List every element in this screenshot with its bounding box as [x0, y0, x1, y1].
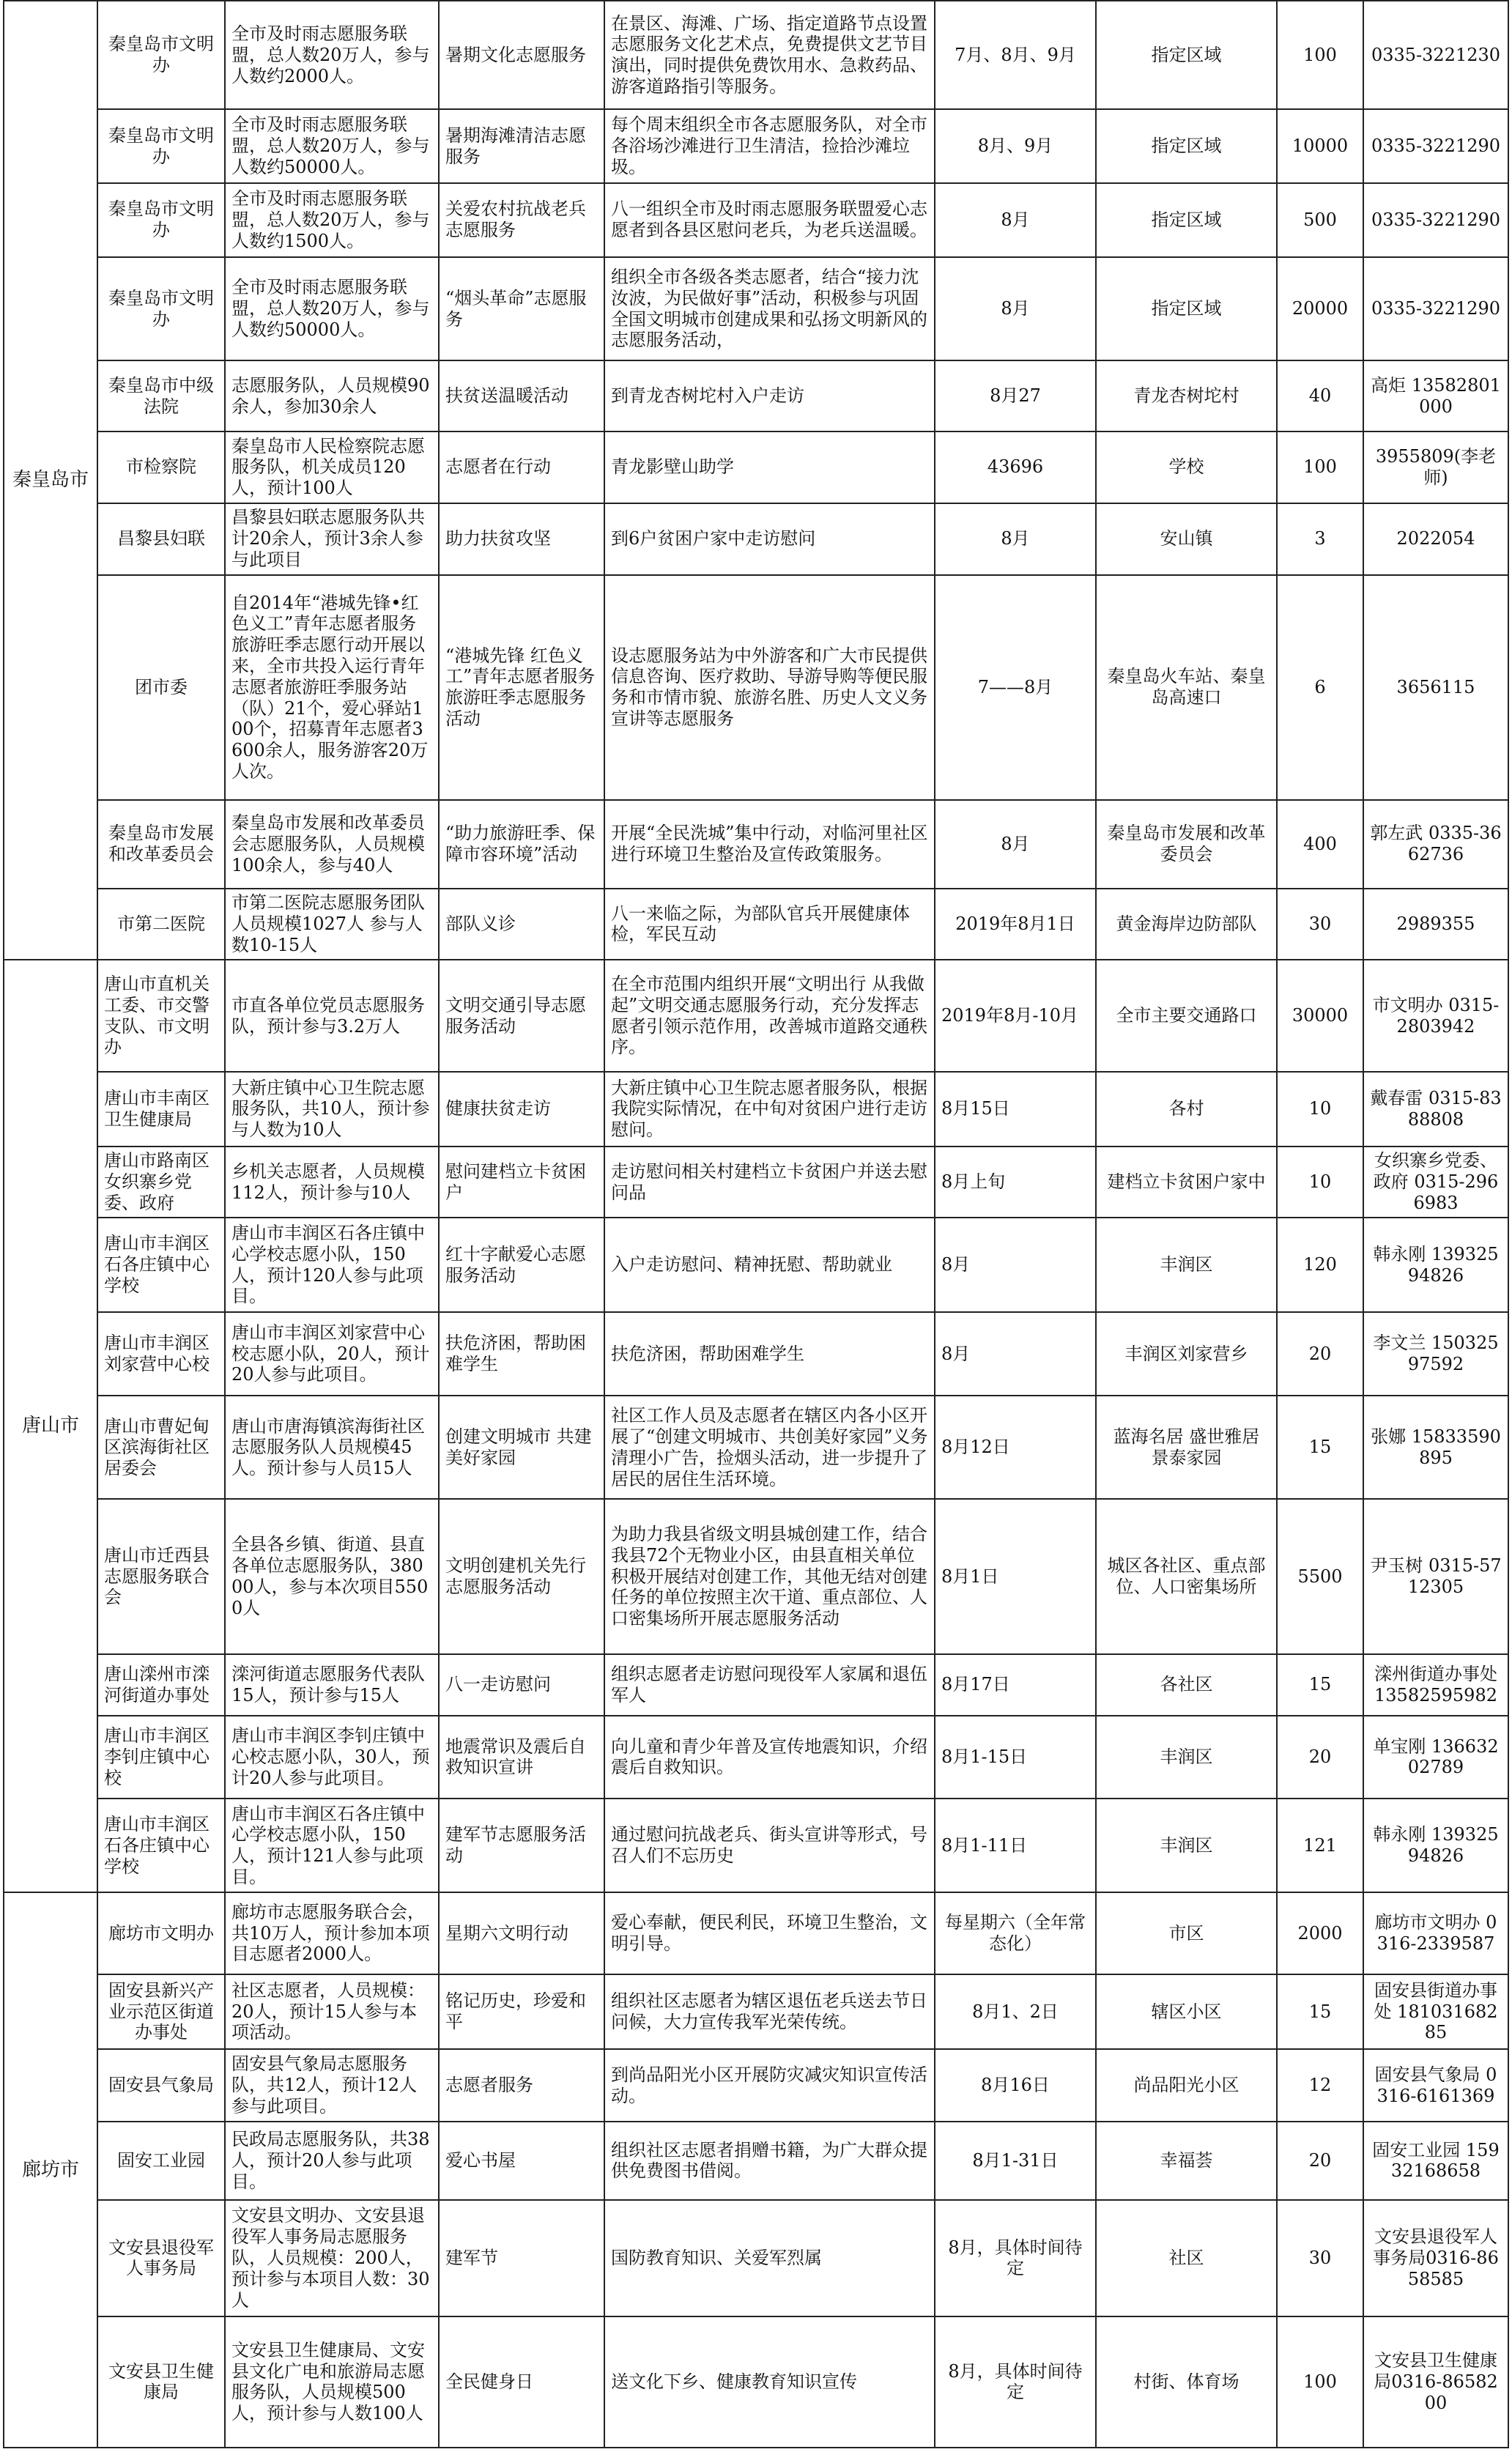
time-cell: 8月、9月 — [935, 109, 1096, 183]
content-cell: 开展“全民洗城”集中行动，对临河里社区进行环境卫生整治及宣传政策服务。 — [604, 800, 935, 889]
org-cell: 市检察院 — [97, 431, 225, 503]
time-cell: 8月1、2日 — [935, 1974, 1096, 2050]
place-cell: 丰润区 — [1096, 1716, 1277, 1799]
participants-cell: 30 — [1277, 2200, 1363, 2316]
content-cell: 入户走访慰问、精神抚慰、帮助就业 — [604, 1218, 935, 1311]
team-cell: 市直各单位党员志愿服务队，预计参与3.2万人 — [225, 960, 439, 1072]
time-cell: 8月，具体时间待定 — [935, 2200, 1096, 2316]
place-cell: 指定区域 — [1096, 257, 1277, 361]
org-cell: 唐山市路南区女织寨乡党委、政府 — [97, 1147, 225, 1218]
contact-cell: 文安县卫生健康局0316-8658200 — [1363, 2316, 1508, 2448]
content-cell: 为助力我县省级文明县城创建工作，结合我县72个无物业小区，由县直相关单位积极开展结对创建工作，其他无结对创建任务的单位按照主次干道、重点部位、人口密集场所开展志愿服务活动 — [604, 1499, 935, 1654]
place-cell: 青龙杏树坨村 — [1096, 360, 1277, 431]
content-cell: 组织志愿者走访慰问现役军人家属和退伍军人 — [604, 1654, 935, 1716]
contact-cell: 韩永刚 13932594826 — [1363, 1218, 1508, 1311]
place-cell: 指定区域 — [1096, 1, 1277, 109]
participants-cell: 40 — [1277, 360, 1363, 431]
table-row — [4, 1974, 1508, 2050]
project-cell: 慰问建档立卡贫困户 — [439, 1147, 604, 1218]
table-row — [4, 800, 1508, 889]
team-cell: 唐山市丰润区石各庄镇中心学校志愿小队，150人，预计120人参与此项目。 — [225, 1218, 439, 1311]
place-cell: 各社区 — [1096, 1654, 1277, 1716]
project-cell: 关爱农村抗战老兵志愿服务 — [439, 183, 604, 257]
participants-cell: 15 — [1277, 1396, 1363, 1499]
org-cell: 秦皇岛市文明办 — [97, 183, 225, 257]
team-cell: 唐山市唐海镇滨海街社区志愿服务队人员规模45人。预计参与人员15人 — [225, 1396, 439, 1499]
participants-cell: 15 — [1277, 1654, 1363, 1716]
content-cell: 大新庄镇中心卫生院志愿者服务队，根据我院实际情况，在中旬对贫困户进行走访慰问。 — [604, 1072, 935, 1147]
team-cell: 自2014年“港城先锋•红色义工”青年志愿者服务旅游旺季志愿行动开展以来，全市共投入运行青年志愿者旅游旺季服务站（队）21个，爱心驿站100个，招募青年志愿者3600余人，服务游客20万人次。 — [225, 575, 439, 800]
contact-cell: 滦州街道办事处13582595982 — [1363, 1654, 1508, 1716]
table-row — [4, 257, 1508, 361]
content-cell: 走访慰问相关村建档立卡贫困户并送去慰问品 — [604, 1147, 935, 1218]
participants-cell: 30 — [1277, 889, 1363, 960]
time-cell: 8月12日 — [935, 1396, 1096, 1499]
content-cell: 每个周末组织全市各志愿服务队，对全市各浴场沙滩进行卫生清洁，捡拾沙滩垃圾。 — [604, 109, 935, 183]
content-cell: 爱心奉献，便民利民，环境卫生整治，文明引导。 — [604, 1892, 935, 1974]
time-cell: 7月、8月、9月 — [935, 1, 1096, 109]
team-cell: 志愿服务队，人员规模90余人，参加30余人 — [225, 360, 439, 431]
participants-cell: 400 — [1277, 800, 1363, 889]
contact-cell: 3955809(李老师) — [1363, 431, 1508, 503]
contact-cell: 固安县气象局 0316-6161369 — [1363, 2049, 1508, 2122]
table-row — [4, 1654, 1508, 1716]
project-cell: 创建文明城市 共建美好家园 — [439, 1396, 604, 1499]
place-cell: 建档立卡贫困户家中 — [1096, 1147, 1277, 1218]
participants-cell: 2000 — [1277, 1892, 1363, 1974]
participants-cell: 5500 — [1277, 1499, 1363, 1654]
team-cell: 全县各乡镇、街道、县直各单位志愿服务队，38000人，参与本次项目5500人 — [225, 1499, 439, 1654]
time-cell: 8月16日 — [935, 2049, 1096, 2122]
org-cell: 秦皇岛市发展和改革委员会 — [97, 800, 225, 889]
org-cell: 昌黎县妇联 — [97, 503, 225, 575]
project-cell: 建军节 — [439, 2200, 604, 2316]
org-cell: 文安县退役军人事务局 — [97, 2200, 225, 2316]
table-row — [4, 575, 1508, 800]
team-cell: 唐山市丰润区李钊庄镇中心校志愿小队，30人，预计20人参与此项目。 — [225, 1716, 439, 1799]
time-cell: 2019年8月-10月 — [935, 960, 1096, 1072]
time-cell: 8月15日 — [935, 1072, 1096, 1147]
team-cell: 乡机关志愿者，人员规模112人，预计参与10人 — [225, 1147, 439, 1218]
org-cell: 唐山市迁西县志愿服务联合会 — [97, 1499, 225, 1654]
team-cell: 全市及时雨志愿服务联盟，总人数20万人，参与人数约50000人。 — [225, 109, 439, 183]
participants-cell: 120 — [1277, 1218, 1363, 1311]
place-cell: 城区各社区、重点部位、人口密集场所 — [1096, 1499, 1277, 1654]
team-cell: 滦河街道志愿服务代表队15人，预计参与15人 — [225, 1654, 439, 1716]
city-cell: 廊坊市 — [4, 1892, 97, 2448]
content-cell: 组织全市各级各类志愿者，结合“接力沈汝波，为民做好事”活动，积极参与巩固全国文明城市创建成果和弘扬文明新风的志愿服务活动， — [604, 257, 935, 361]
project-cell: 红十字献爱心志愿服务活动 — [439, 1218, 604, 1311]
contact-cell: 张娜 15833590895 — [1363, 1396, 1508, 1499]
participants-cell: 12 — [1277, 2049, 1363, 2122]
participants-cell: 100 — [1277, 2316, 1363, 2448]
table-row — [4, 1799, 1508, 1892]
place-cell: 丰润区刘家营乡 — [1096, 1312, 1277, 1396]
content-cell: 扶危济困，帮助困难学生 — [604, 1312, 935, 1396]
content-cell: 青龙影壁山助学 — [604, 431, 935, 503]
org-cell: 固安工业园 — [97, 2122, 225, 2200]
project-cell: 部队义诊 — [439, 889, 604, 960]
content-cell: 在景区、海滩、广场、指定道路节点设置志愿服务文化艺术点，免费提供文艺节目演出，同时提供免费饮用水、急救药品、游客道路指引等服务。 — [604, 1, 935, 109]
org-cell: 固安县气象局 — [97, 2049, 225, 2122]
time-cell: 8月 — [935, 800, 1096, 889]
participants-cell: 20 — [1277, 1312, 1363, 1396]
org-cell: 秦皇岛市中级法院 — [97, 360, 225, 431]
place-cell: 市区 — [1096, 1892, 1277, 1974]
time-cell: 每星期六（全年常态化） — [935, 1892, 1096, 1974]
participants-cell: 15 — [1277, 1974, 1363, 2050]
org-cell: 唐山市丰南区卫生健康局 — [97, 1072, 225, 1147]
participants-cell: 30000 — [1277, 960, 1363, 1072]
time-cell: 8月上旬 — [935, 1147, 1096, 1218]
team-cell: 文安县卫生健康局、文安县文化广电和旅游局志愿服务队，人员规模500人，预计参与人数100人 — [225, 2316, 439, 2448]
project-cell: 志愿者服务 — [439, 2049, 604, 2122]
project-cell: “烟头革命”志愿服务 — [439, 257, 604, 361]
participants-cell: 20000 — [1277, 257, 1363, 361]
place-cell: 安山镇 — [1096, 503, 1277, 575]
table-row — [4, 2200, 1508, 2316]
time-cell: 8月1-31日 — [935, 2122, 1096, 2200]
participants-cell: 10 — [1277, 1072, 1363, 1147]
table-row — [4, 431, 1508, 503]
content-cell: 在全市范围内组织开展“文明出行 从我做起”文明交通志愿服务行动，充分发挥志愿者引领示范作用，改善城市道路交通秩序。 — [604, 960, 935, 1072]
project-cell: 暑期海滩清洁志愿服务 — [439, 109, 604, 183]
table-row — [4, 889, 1508, 960]
content-cell: 社区工作人员及志愿者在辖区内各小区开展了“创建文明城市、共创美好家园”义务清理小广告，捡烟头活动，进一步提升了居民的居住生活环境。 — [604, 1396, 935, 1499]
table-row — [4, 1716, 1508, 1799]
org-cell: 唐山市丰润区刘家营中心校 — [97, 1312, 225, 1396]
contact-cell: 廊坊市文明办 0316-2339587 — [1363, 1892, 1508, 1974]
table-row — [4, 1147, 1508, 1218]
table-row — [4, 360, 1508, 431]
content-cell: 向儿童和青少年普及宣传地震知识，介绍震后自救知识。 — [604, 1716, 935, 1799]
content-cell: 八一来临之际，为部队官兵开展健康体检，军民互动 — [604, 889, 935, 960]
table-row — [4, 2316, 1508, 2448]
content-cell: 组织社区志愿者捐赠书籍，为广大群众提供免费图书借阅。 — [604, 2122, 935, 2200]
table-row — [4, 109, 1508, 183]
team-cell: 大新庄镇中心卫生院志愿服务队，共10人，预计参与人数为10人 — [225, 1072, 439, 1147]
place-cell: 辖区小区 — [1096, 1974, 1277, 2050]
org-cell: 固安县新兴产业示范区街道办事处 — [97, 1974, 225, 2050]
org-cell: 唐山市曹妃甸区滨海街社区居委会 — [97, 1396, 225, 1499]
table-row — [4, 1396, 1508, 1499]
table-row — [4, 1499, 1508, 1654]
content-cell: 送文化下乡、健康教育知识宣传 — [604, 2316, 935, 2448]
place-cell: 黄金海岸边防部队 — [1096, 889, 1277, 960]
contact-cell: 0335-3221230 — [1363, 1, 1508, 109]
contact-cell: 戴春雷 0315-8388808 — [1363, 1072, 1508, 1147]
org-cell: 团市委 — [97, 575, 225, 800]
place-cell: 各村 — [1096, 1072, 1277, 1147]
participants-cell: 121 — [1277, 1799, 1363, 1892]
time-cell: 8月27 — [935, 360, 1096, 431]
place-cell: 指定区域 — [1096, 183, 1277, 257]
city-cell: 唐山市 — [4, 960, 97, 1892]
project-cell: 全民健身日 — [439, 2316, 604, 2448]
time-cell: 8月1日 — [935, 1499, 1096, 1654]
org-cell: 文安县卫生健康局 — [97, 2316, 225, 2448]
table-row — [4, 1072, 1508, 1147]
org-cell: 唐山市直机关工委、市交警支队、市文明办 — [97, 960, 225, 1072]
content-cell: 到6户贫困户家中走访慰问 — [604, 503, 935, 575]
project-cell: 健康扶贫走访 — [439, 1072, 604, 1147]
table-row — [4, 1892, 1508, 1974]
content-cell: 通过慰问抗战老兵、街头宣讲等形式，号召人们不忘历史 — [604, 1799, 935, 1892]
table-row — [4, 1, 1508, 109]
place-cell: 秦皇岛火车站、秦皇岛高速口 — [1096, 575, 1277, 800]
contact-cell: 固安县街道办事处 18103168285 — [1363, 1974, 1508, 2050]
org-cell: 秦皇岛市文明办 — [97, 257, 225, 361]
project-cell: 文明交通引导志愿服务活动 — [439, 960, 604, 1072]
place-cell: 指定区域 — [1096, 109, 1277, 183]
time-cell: 8月 — [935, 503, 1096, 575]
project-cell: 扶危济困，帮助困难学生 — [439, 1312, 604, 1396]
contact-cell: 2022054 — [1363, 503, 1508, 575]
org-cell: 市第二医院 — [97, 889, 225, 960]
org-cell: 廊坊市文明办 — [97, 1892, 225, 1974]
content-cell: 组织社区志愿者为辖区退伍老兵送去节日问候，大力宣传我军光荣传统。 — [604, 1974, 935, 2050]
project-cell: 志愿者在行动 — [439, 431, 604, 503]
time-cell: 8月 — [935, 257, 1096, 361]
team-cell: 秦皇岛市发展和改革委员会志愿服务队，人员规模100余人，参与40人 — [225, 800, 439, 889]
table-row — [4, 2049, 1508, 2122]
place-cell: 村街、体育场 — [1096, 2316, 1277, 2448]
participants-cell: 20 — [1277, 1716, 1363, 1799]
contact-cell: 3656115 — [1363, 575, 1508, 800]
participants-cell: 100 — [1277, 431, 1363, 503]
team-cell: 唐山市丰润区石各庄镇中心学校志愿小队，150人，预计121人参与此项目。 — [225, 1799, 439, 1892]
team-cell: 廊坊市志愿服务联合会，共10万人，预计参加本项目志愿者2000人。 — [225, 1892, 439, 1974]
content-cell: 到尚品阳光小区开展防灾减灾知识宣传活动。 — [604, 2049, 935, 2122]
project-cell: “助力旅游旺季、保障市容环境”活动 — [439, 800, 604, 889]
place-cell: 丰润区 — [1096, 1218, 1277, 1311]
team-cell: 全市及时雨志愿服务联盟，总人数20万人，参与人数约2000人。 — [225, 1, 439, 109]
project-cell: 星期六文明行动 — [439, 1892, 604, 1974]
project-cell: “港城先锋 红色义工”青年志愿者服务旅游旺季志愿服务活动 — [439, 575, 604, 800]
project-cell: 爱心书屋 — [439, 2122, 604, 2200]
org-cell: 唐山滦州市滦河街道办事处 — [97, 1654, 225, 1716]
time-cell: 8月，具体时间待定 — [935, 2316, 1096, 2448]
project-cell: 建军节志愿服务活动 — [439, 1799, 604, 1892]
org-cell: 唐山市丰润区李钊庄镇中心校 — [97, 1716, 225, 1799]
team-cell: 社区志愿者，人员规模：20人，预计15人参与本项活动。 — [225, 1974, 439, 2050]
time-cell: 8月 — [935, 1218, 1096, 1311]
contact-cell: 文安县退役军人事务局0316-8658585 — [1363, 2200, 1508, 2316]
time-cell: 8月1-11日 — [935, 1799, 1096, 1892]
participants-cell: 6 — [1277, 575, 1363, 800]
table-row — [4, 1218, 1508, 1311]
org-cell: 唐山市丰润区石各庄镇中心学校 — [97, 1799, 225, 1892]
participants-cell: 10000 — [1277, 109, 1363, 183]
table-row — [4, 960, 1508, 1072]
contact-cell: 郭左武 0335-3662736 — [1363, 800, 1508, 889]
place-cell: 蓝海名居 盛世雅居 景泰家园 — [1096, 1396, 1277, 1499]
table-row — [4, 503, 1508, 575]
team-cell: 全市及时雨志愿服务联盟，总人数20万人，参与人数约1500人。 — [225, 183, 439, 257]
team-cell: 市第二医院志愿服务团队 人员规模1027人 参与人数10-15人 — [225, 889, 439, 960]
team-cell: 民政局志愿服务队，共38人，预计20人参与此项目。 — [225, 2122, 439, 2200]
place-cell: 丰润区 — [1096, 1799, 1277, 1892]
place-cell: 全市主要交通路口 — [1096, 960, 1277, 1072]
contact-cell: 尹玉树 0315-5712305 — [1363, 1499, 1508, 1654]
content-cell: 设志愿服务站为中外游客和广大市民提供信息咨询、医疗救助、导游导购等便民服务和市情市貌、旅游名胜、历史人文义务宣讲等志愿服务 — [604, 575, 935, 800]
city-cell: 秦皇岛市 — [4, 1, 97, 960]
contact-cell: 0335-3221290 — [1363, 109, 1508, 183]
time-cell: 2019年8月1日 — [935, 889, 1096, 960]
time-cell: 43696 — [935, 431, 1096, 503]
contact-cell: 0335-3221290 — [1363, 257, 1508, 361]
contact-cell: 单宝刚 13663202789 — [1363, 1716, 1508, 1799]
contact-cell: 李文兰 15032597592 — [1363, 1312, 1508, 1396]
contact-cell: 韩永刚 13932594826 — [1363, 1799, 1508, 1892]
team-cell: 全市及时雨志愿服务联盟，总人数20万人，参与人数约50000人。 — [225, 257, 439, 361]
participants-cell: 3 — [1277, 503, 1363, 575]
place-cell: 社区 — [1096, 2200, 1277, 2316]
time-cell: 7——8月 — [935, 575, 1096, 800]
team-cell: 唐山市丰润区刘家营中心校志愿小队，20人，预计20人参与此项目。 — [225, 1312, 439, 1396]
table-row — [4, 183, 1508, 257]
place-cell: 尚品阳光小区 — [1096, 2049, 1277, 2122]
time-cell: 8月 — [935, 1312, 1096, 1396]
time-cell: 8月17日 — [935, 1654, 1096, 1716]
content-cell: 八一组织全市及时雨志愿服务联盟爱心志愿者到各县区慰问老兵，为老兵送温暖。 — [604, 183, 935, 257]
time-cell: 8月 — [935, 183, 1096, 257]
team-cell: 秦皇岛市人民检察院志愿服务队，机关成员120人，预计100人 — [225, 431, 439, 503]
contact-cell: 固安工业园 15932168658 — [1363, 2122, 1508, 2200]
team-cell: 文安县文明办、文安县退役军人事务局志愿服务队，人员规模：200人，预计参与本项目人数：30人 — [225, 2200, 439, 2316]
participants-cell: 10 — [1277, 1147, 1363, 1218]
place-cell: 学校 — [1096, 431, 1277, 503]
participants-cell: 100 — [1277, 1, 1363, 109]
project-cell: 暑期文化志愿服务 — [439, 1, 604, 109]
table-row — [4, 2122, 1508, 2200]
project-cell: 扶贫送温暖活动 — [439, 360, 604, 431]
team-cell: 固安县气象局志愿服务队，共12人，预计12人参与此项目。 — [225, 2049, 439, 2122]
contact-cell: 高炬 13582801000 — [1363, 360, 1508, 431]
project-cell: 助力扶贫攻坚 — [439, 503, 604, 575]
contact-cell: 市文明办 0315-2803942 — [1363, 960, 1508, 1072]
volunteer-project-table — [3, 0, 1509, 2448]
participants-cell: 500 — [1277, 183, 1363, 257]
content-cell: 国防教育知识、关爱军烈属 — [604, 2200, 935, 2316]
table-row — [4, 1312, 1508, 1396]
participants-cell: 20 — [1277, 2122, 1363, 2200]
place-cell: 秦皇岛市发展和改革委员会 — [1096, 800, 1277, 889]
project-cell: 文明创建机关先行志愿服务活动 — [439, 1499, 604, 1654]
place-cell: 幸福荟 — [1096, 2122, 1277, 2200]
org-cell: 秦皇岛市文明办 — [97, 1, 225, 109]
project-cell: 八一走访慰问 — [439, 1654, 604, 1716]
project-cell: 地震常识及震后自救知识宣讲 — [439, 1716, 604, 1799]
org-cell: 秦皇岛市文明办 — [97, 109, 225, 183]
team-cell: 昌黎县妇联志愿服务队共计20余人，预计3余人参与此项目 — [225, 503, 439, 575]
contact-cell: 0335-3221290 — [1363, 183, 1508, 257]
project-cell: 铭记历史，珍爱和平 — [439, 1974, 604, 2050]
contact-cell: 女织寨乡党委、政府 0315-2966983 — [1363, 1147, 1508, 1218]
content-cell: 到青龙杏树坨村入户走访 — [604, 360, 935, 431]
table-body — [4, 1, 1508, 2448]
contact-cell: 2989355 — [1363, 889, 1508, 960]
org-cell: 唐山市丰润区石各庄镇中心学校 — [97, 1218, 225, 1311]
time-cell: 8月1-15日 — [935, 1716, 1096, 1799]
